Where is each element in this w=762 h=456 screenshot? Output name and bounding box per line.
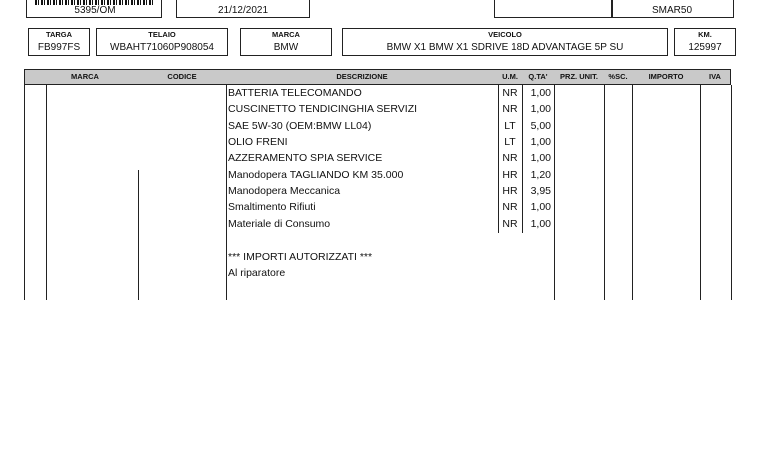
row-um: NR	[502, 87, 518, 99]
row-descrizione: Manodopera Meccanica	[228, 185, 341, 198]
targa-header: TARGA	[45, 30, 73, 39]
note-line: *** IMPORTI AUTORIZZATI ***	[228, 250, 373, 263]
row-descrizione: Smaltimento Rifiuti	[228, 201, 316, 214]
doc-date: 21/12/2021	[217, 5, 269, 16]
row-descrizione: OLIO FRENI	[228, 136, 288, 149]
row-qta: 1,00	[530, 136, 551, 149]
veicolo-value: BMW X1 BMW X1 SDRIVE 18D ADVANTAGE 5P SU	[386, 42, 624, 53]
col-line	[24, 85, 25, 300]
row-um: LT	[504, 136, 516, 149]
row-um: NR	[502, 201, 518, 214]
col-line	[46, 85, 47, 300]
doc-number: 5395/OM	[74, 5, 116, 16]
row-qta: 1,00	[530, 152, 551, 165]
col-line	[700, 85, 701, 300]
row-descrizione: BATTERIA TELECOMANDO	[228, 87, 362, 99]
marca-value: BMW	[273, 42, 299, 53]
col-header-um: U.M.	[502, 72, 518, 81]
row-descrizione: Materiale di Consumo	[228, 217, 331, 230]
row-qta: 5,00	[530, 119, 551, 132]
row-um: NR	[502, 152, 518, 165]
col-header-marca: MARCA	[71, 72, 99, 81]
col-header-qta: Q.TA'	[528, 72, 548, 81]
note-line: Al riparatore	[228, 266, 286, 279]
km-value: 125997	[688, 42, 722, 53]
row-descrizione: SAE 5W-30 (OEM:BMW LL04)	[228, 119, 372, 132]
col-line	[632, 85, 633, 300]
col-header-sc: %SC.	[608, 72, 628, 81]
row-qta: 3,95	[530, 185, 551, 198]
row-qta: 1,00	[530, 103, 551, 116]
row-qta: 1,00	[530, 201, 551, 214]
row-descrizione: CUSCINETTO TENDICINGHIA SERVIZI	[228, 103, 418, 116]
col-line	[138, 170, 139, 300]
col-line	[554, 85, 555, 300]
col-header-prz: PRZ. UNIT.	[560, 72, 598, 81]
row-descrizione: AZZERAMENTO SPIA SERVICE	[228, 152, 383, 165]
row-um: HR	[502, 185, 518, 198]
col-header-codice: CODICE	[167, 72, 197, 81]
km-header: KM.	[698, 30, 712, 39]
row-um: NR	[502, 217, 518, 230]
marca-header: MARCA	[272, 30, 300, 39]
col-header-iva: IVA	[709, 72, 721, 81]
telaio-value: WBAHT71060P908054	[110, 42, 214, 53]
col-line	[731, 85, 732, 300]
col-line	[604, 85, 605, 300]
row-qta: 1,00	[530, 87, 551, 99]
row-qta: 1,00	[530, 217, 551, 230]
veicolo-header: VEICOLO	[488, 30, 522, 39]
row-um: LT	[504, 119, 516, 132]
col-header-descrizione: DESCRIZIONE	[336, 72, 388, 81]
targa-value: FB997FS	[37, 42, 81, 53]
row-um: NR	[502, 103, 518, 116]
col-header-importo: IMPORTO	[648, 72, 684, 81]
code-value: SMAR50	[651, 5, 692, 16]
row-descrizione: Manodopera TAGLIANDO KM 35.000	[228, 168, 404, 181]
col-line	[226, 85, 227, 300]
row-qta: 1,20	[530, 168, 551, 181]
telaio-header: TELAIO	[148, 30, 176, 39]
row-um: HR	[502, 168, 518, 181]
